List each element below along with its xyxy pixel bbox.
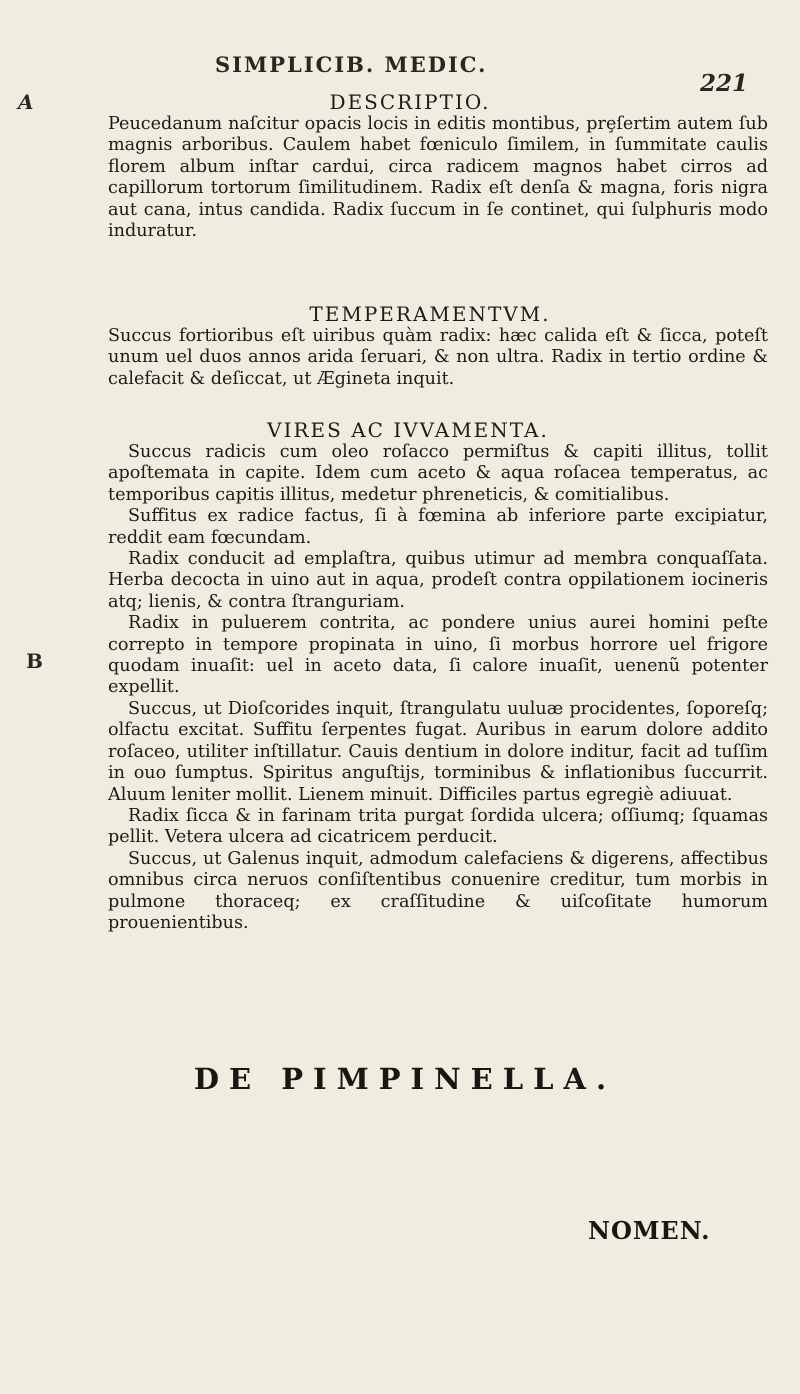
section-title-vires: VIRES AC IVVAMENTA. [267,418,549,442]
paragraph: Radix conducit ad emplaſtra, quibus utimur ad membra conquaſſata. Herba decocta in uino aut in aqua, prodeſt contra oppilationem iocineris atq; lienis, & contra ſtranguriam. [108,549,768,612]
section-body-vires [108,442,768,934]
section-title-temperamentum: TEMPERAMENTVM. [309,302,551,326]
page-number: 221 [700,70,749,97]
section-title-descriptio: DESCRIPTIO. [329,90,491,114]
catchword: NOMEN. [588,1216,711,1245]
paragraph: Succus radicis cum oleo roſacco permiſtus & capiti illitus, tollit apoſtemata in capite. Idem cum aceto & aqua roſacea temperatus, ac temporibus capitis illitus, medetur phreneticis, & comitialibus. [108,442,768,505]
chapter-title: DE PIMPINELLA. [193,1062,617,1096]
section-body-temperamentum [108,326,768,390]
margin-letter-a: A [18,90,34,114]
margin-letter-b: B [26,649,43,673]
paragraph: Peucedanum naſcitur opacis locis in editis montibus, prȩſertim autem ſub magnis arboribus. Caulem habet fœniculo ſimilem, in ſummitate caulis florem album inſtar cardui, circa radicem magnos habet cirros ad capillorum tortorum ſimilitudinem. Radix eſt denſa & magna, foris nigra aut cana, intus candida. Radix ſuccum in ſe continet, qui ſulphuris modo induratur. [108,114,768,242]
running-head: SIMPLICIB. MEDIC. [215,52,488,77]
paragraph: Succus, ut Dioſcorides inquit, ſtrangulatu uuluæ procidentes, ſoporeſq; olfactu excitat. Suffitu ſerpentes fugat. Auribus in earum dolore addito roſaceo, utiliter inſtillatur. Cauis dentium in dolore inditur, facit ad tuſſim in ouo ſumptus. Spiritus anguſtijs, torminibus & inflationibus ſuccurrit. Aluum leniter mollit. Lienem minuit. Difficiles partus egregiè adiuuat. [108,698,768,805]
paragraph: Succus fortioribus eſt uiribus quàm radix: hæc calida eſt & ſicca, poteſt unum uel duos annos arida ſeruari, & non ultra. Radix in tertio ordine & calefacit & deſiccat, ut Ægineta inquit. [108,326,768,389]
paragraph: Radix in puluerem contrita, ac pondere unius aurei homini peſte correpto in tempore propinata in uino, ſi morbus horrore uel frigore quodam inuaſit: uel in aceto data, ſi calore inuaſit, uenenũ potenter expellit. [108,613,768,698]
paragraph: Suffitus ex radice factus, ſi à fœmina ab inferiore parte excipiatur, reddit eam fœcundam. [108,506,768,548]
section-body-descriptio [108,114,768,242]
paragraph: Radix ſicca & in farinam trita purgat ſordida ulcera; oſſiumq; ſquamas pellit. Vetera ulcera ad cicatricem perducit. [108,805,768,848]
paragraph: Succus, ut Galenus inquit, admodum calefaciens & digerens, affectibus omnibus circa neruos conſiſtentibus conuenire creditur, tum morbis in pulmone thoraceq; ex craſſitudine & uiſcoſitate humorum prouenientibus. [108,848,768,933]
